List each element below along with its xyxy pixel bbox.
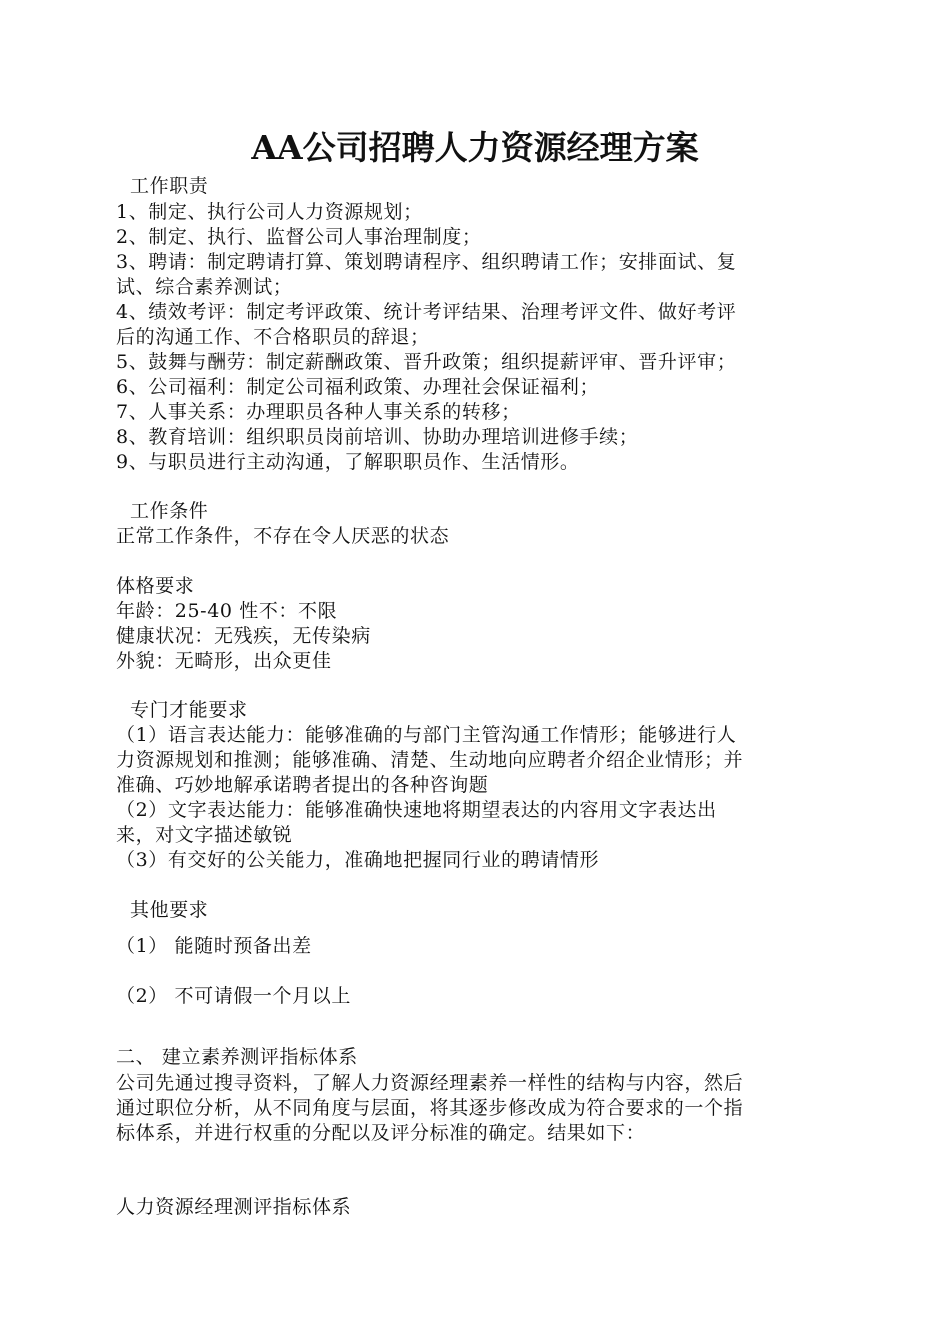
duty-line: 7、人事关系：办理职员各种人事关系的转移； [116,401,521,423]
skills-line: （3）有交好的公关能力，准确地把握同行业的聘请情形 [116,849,600,871]
section-heading-skills: 专门才能要求 [130,699,248,721]
skills-line: 准确、巧妙地解承诺聘者提出的各种咨询题 [116,774,489,796]
duty-line: 2、制定、执行、监督公司人事治理制度； [116,226,482,248]
physical-line: 健康状况：无残疾，无传染病 [116,625,371,647]
duty-line: 5、鼓舞与酬劳：制定薪酬政策、晋升政策；组织提薪评审、晋升评审； [116,351,737,373]
other-line: （2） 不可请假一个月以上 [116,985,351,1007]
skills-line: 来，对文字描述敏锐 [116,824,293,846]
skills-line: （1）语言表达能力：能够准确的与部门主管沟通工作情形；能够进行人 [116,724,737,746]
section-heading-duties: 工作职责 [130,175,209,197]
duty-line: 8、教育培训：组织职员岗前培训、协助办理培训进修手续； [116,426,639,448]
duty-line: 1、制定、执行公司人力资源规划； [116,201,423,223]
other-line: （1） 能随时预备出差 [116,935,312,957]
duty-line: 6、公司福利：制定公司福利政策、办理社会保证福利； [116,376,600,398]
system-line: 标体系，并进行权重的分配以及评分标准的确定。结果如下： [116,1122,646,1144]
duty-line: 4、绩效考评：制定考评政策、统计考评结果、治理考评文件、做好考评 [116,301,737,323]
conditions-line: 正常工作条件，不存在令人厌恶的状态 [116,525,450,547]
section-heading-physical: 体格要求 [116,575,195,597]
system-line: 公司先通过搜寻资料，了解人力资源经理素养一样性的结构与内容，然后 [116,1072,744,1094]
physical-line: 外貌：无畸形，出众更佳 [116,650,332,672]
document-title: AA公司招聘人力资源经理方案 [251,128,699,167]
section-heading-system: 二、 建立素养测评指标体系 [116,1046,358,1068]
system-line: 通过职位分析，从不同角度与层面，将其逐步修改成为符合要求的一个指 [116,1097,744,1119]
duty-line: 3、聘请：制定聘请打算、策划聘请程序、组织聘请工作；安排面试、复 [116,251,737,273]
section-heading-other: 其他要求 [130,899,209,921]
section-heading-conditions: 工作条件 [130,500,209,522]
table-caption: 人力资源经理测评指标体系 [116,1196,352,1218]
skills-line: （2）文字表达能力：能够准确快速地将期望表达的内容用文字表达出 [116,799,717,821]
skills-line: 力资源规划和推测；能够准确、清楚、生动地向应聘者介绍企业情形；并 [116,749,744,771]
duty-line: 后的沟通工作、不合格职员的辞退； [116,326,430,348]
duty-line: 试、综合素养测试； [116,276,293,298]
physical-line: 年龄：25-40 性不：不限 [116,600,338,622]
duty-line: 9、与职员进行主动沟通，了解职职员作、生活情形。 [116,451,580,473]
